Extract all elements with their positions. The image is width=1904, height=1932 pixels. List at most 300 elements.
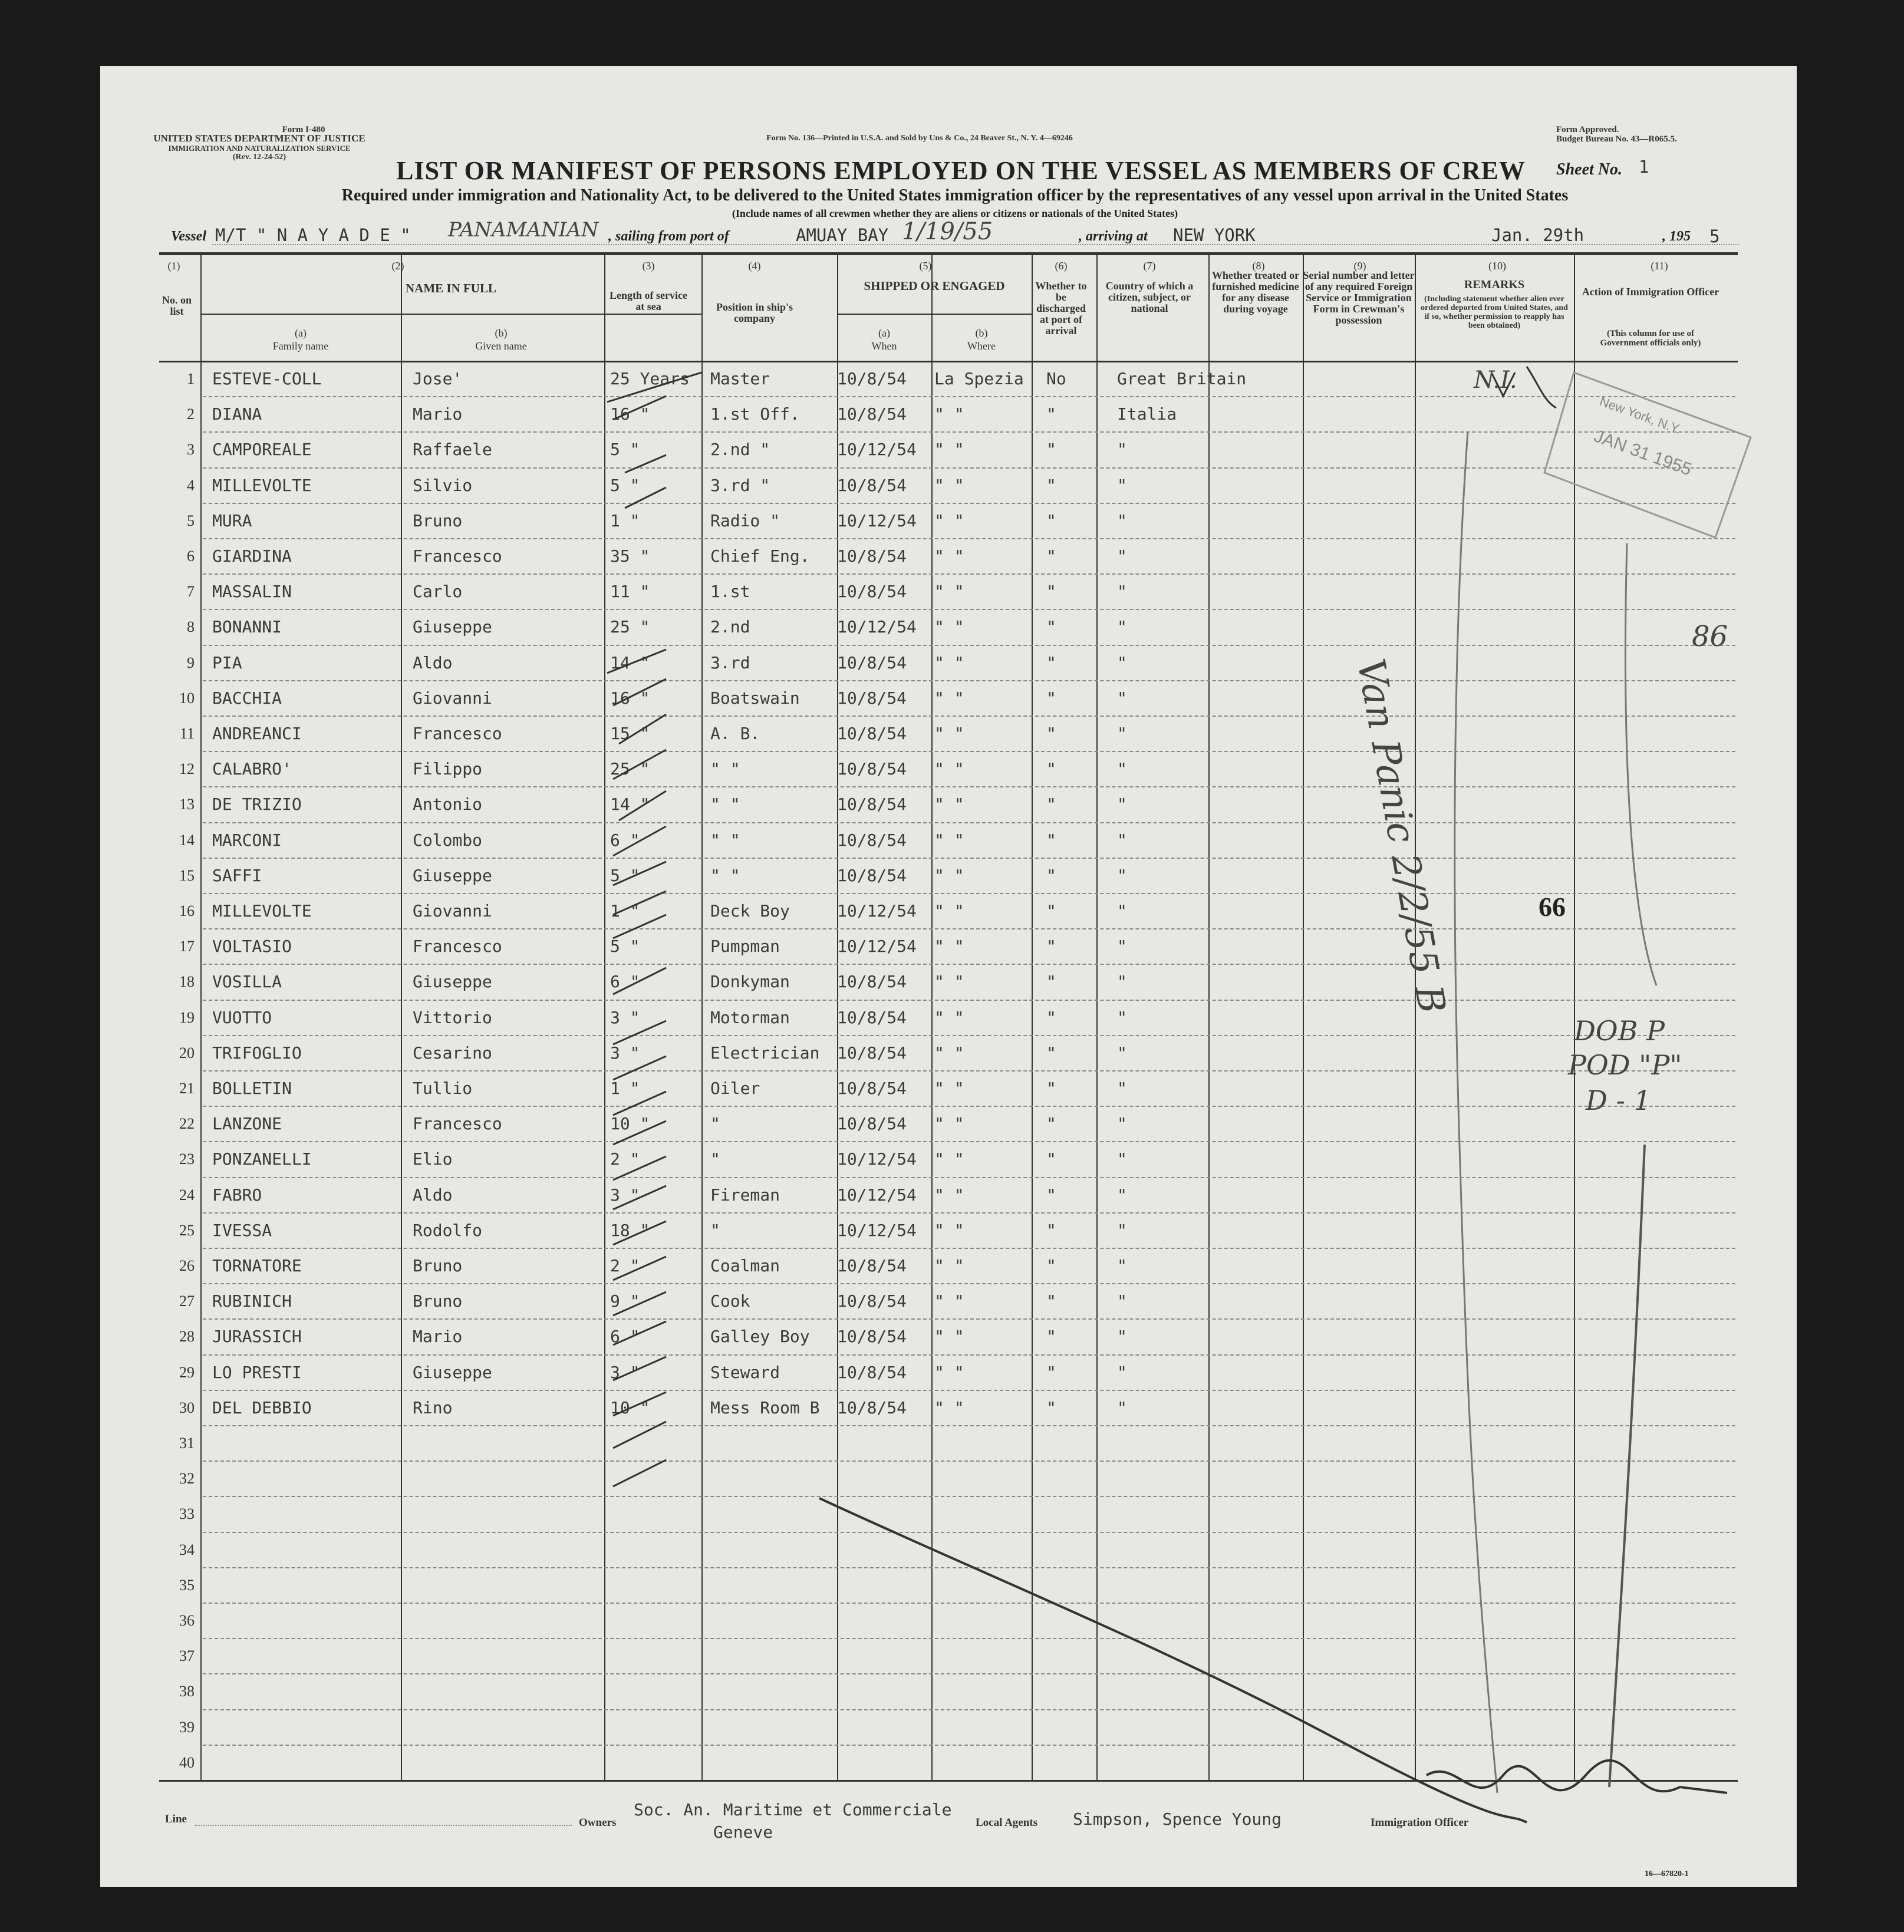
row-number: 12 bbox=[179, 760, 195, 778]
given-name-cell: Rino bbox=[413, 1397, 453, 1417]
family-name-cell: VOSILLA bbox=[212, 972, 282, 992]
where-cell: " " bbox=[934, 759, 964, 779]
page-title: LIST OR MANIFEST OF PERSONS EMPLOYED ON THE VESSEL AS MEMBERS OF CREW bbox=[396, 156, 1526, 185]
given-name-cell: Jose' bbox=[413, 369, 463, 388]
header-when-a: (a) bbox=[878, 327, 890, 339]
discharged-cell: " bbox=[1046, 475, 1056, 495]
length-cell: 5 " bbox=[610, 440, 640, 460]
where-cell: " " bbox=[934, 865, 964, 885]
footer-owners-label: Owners bbox=[579, 1816, 617, 1829]
given-name-cell: Giuseppe bbox=[413, 972, 492, 992]
given-name-cell: Carlo bbox=[413, 582, 463, 602]
country-cell: " bbox=[1117, 972, 1127, 992]
manifest-sheet bbox=[100, 66, 1797, 1887]
dob-note-2: POD "P" bbox=[1568, 1049, 1682, 1081]
row-number: 21 bbox=[179, 1080, 195, 1097]
handwritten-marks bbox=[100, 66, 1797, 1887]
vessel-name: M/T " N A Y A D E " bbox=[215, 225, 411, 245]
header-family-a: (a) bbox=[295, 327, 307, 339]
given-name-cell: Giuseppe bbox=[413, 617, 492, 637]
family-name-cell: CALABRO' bbox=[212, 759, 292, 779]
discharged-cell: " bbox=[1046, 1043, 1056, 1063]
family-name-cell: BACCHIA bbox=[212, 688, 282, 708]
country-cell: " bbox=[1117, 475, 1127, 495]
length-cell: 10 " bbox=[610, 1114, 650, 1134]
country-cell: " bbox=[1117, 1362, 1127, 1382]
year-suffix: 5 bbox=[1709, 226, 1720, 246]
when-cell: 10/8/54 bbox=[837, 759, 907, 779]
country-cell: " bbox=[1117, 510, 1127, 530]
family-name-cell: LO PRESTI bbox=[212, 1362, 302, 1382]
family-name-cell: CAMPOREALE bbox=[212, 440, 312, 460]
when-cell: 10/12/54 bbox=[837, 1149, 917, 1169]
family-name-cell: PIA bbox=[212, 652, 242, 672]
country-cell: " bbox=[1117, 1220, 1127, 1240]
when-cell: 10/8/54 bbox=[837, 1291, 907, 1311]
given-name-cell: Colombo bbox=[413, 830, 483, 850]
discharged-cell: " bbox=[1046, 652, 1056, 672]
where-cell: " " bbox=[934, 1043, 964, 1063]
discharged-cell: " bbox=[1046, 404, 1056, 424]
row-number: 16 bbox=[179, 902, 195, 919]
position-cell: Chief Eng. bbox=[710, 546, 810, 566]
position-cell: " bbox=[710, 1114, 720, 1134]
country-cell: " bbox=[1117, 1256, 1127, 1275]
where-cell: " " bbox=[934, 546, 964, 566]
row-number: 9 bbox=[187, 654, 195, 671]
where-cell: " " bbox=[934, 1291, 964, 1311]
given-name-cell: Giuseppe bbox=[413, 865, 492, 885]
country-cell: " bbox=[1117, 1327, 1127, 1347]
family-name-cell: ANDREANCI bbox=[212, 724, 302, 743]
col-number-6: (6) bbox=[1055, 260, 1068, 272]
discharged-cell: " bbox=[1046, 546, 1056, 566]
where-cell: " " bbox=[934, 1327, 964, 1347]
footer-code: 16—67820-1 bbox=[1645, 1870, 1689, 1878]
col-number-3: (3) bbox=[642, 260, 655, 272]
stamp-date: JAN 31 1955 bbox=[1591, 426, 1695, 480]
position-cell: A. B. bbox=[710, 724, 760, 743]
approved-line2: Budget Bureau No. 43—R065.5. bbox=[1556, 134, 1677, 144]
given-name-cell: Tullio bbox=[413, 1079, 473, 1098]
given-name-cell: Rodolfo bbox=[413, 1220, 483, 1240]
number-66: 66 bbox=[1539, 892, 1566, 922]
discharged-cell: " bbox=[1046, 830, 1056, 850]
length-cell: 14 " bbox=[610, 652, 650, 672]
country-cell: " bbox=[1117, 794, 1127, 815]
col-number-7: (7) bbox=[1143, 260, 1156, 272]
col-number-10: (10) bbox=[1488, 260, 1506, 272]
length-cell: 16 " bbox=[610, 688, 650, 708]
family-name-cell: DEL DEBBIO bbox=[212, 1397, 312, 1417]
header-action-sub: (This column for use of Government officials only) bbox=[1600, 329, 1701, 348]
given-name-cell: Antonio bbox=[413, 794, 483, 815]
family-name-cell: FABRO bbox=[212, 1185, 262, 1205]
family-name-cell: MASSALIN bbox=[212, 582, 292, 602]
position-cell: 1.st bbox=[710, 582, 750, 602]
header-given-b: (b) bbox=[495, 327, 508, 339]
when-cell: 10/8/54 bbox=[837, 582, 907, 602]
when-cell: 10/8/54 bbox=[837, 652, 907, 672]
row-number: 34 bbox=[179, 1541, 195, 1558]
row-number: 29 bbox=[179, 1363, 195, 1381]
dept-line3: (Rev. 12-24-52) bbox=[232, 153, 286, 161]
dept-line1: UNITED STATES DEPARTMENT OF JUSTICE bbox=[153, 133, 365, 144]
sheet-number: 1 bbox=[1639, 157, 1649, 177]
family-name-cell: MILLEVOLTE bbox=[212, 901, 312, 921]
printer-line: Form No. 136—Printed in U.S.A. and Sold by Uns & Co., 24 Beaver St., N. Y. 4—69246 bbox=[766, 134, 1073, 143]
where-cell: " " bbox=[934, 972, 964, 992]
family-name-cell: RUBINICH bbox=[212, 1291, 292, 1311]
where-cell: " " bbox=[934, 652, 964, 672]
when-cell: 10/8/54 bbox=[837, 546, 907, 566]
given-name-cell: Francesco bbox=[413, 937, 502, 957]
header-action: Action of Immigration Officer bbox=[1582, 286, 1719, 298]
subtitle2: (Include names of all crewmen whether they are aliens or citizens or nationals of the United States) bbox=[732, 207, 1178, 219]
header-medicine: Whether treated or furnished medicine for any disease during voyage bbox=[1211, 269, 1300, 315]
row-number: 33 bbox=[179, 1505, 195, 1523]
discharged-cell: " bbox=[1046, 1185, 1056, 1205]
discharged-cell: " bbox=[1046, 510, 1056, 530]
where-cell: " " bbox=[934, 794, 964, 815]
where-cell: La Spezia bbox=[934, 369, 1024, 388]
header-discharged: Whether to be discharged at port of arrival bbox=[1035, 280, 1087, 337]
position-cell: Radio " bbox=[710, 510, 780, 530]
discharged-cell: " bbox=[1046, 901, 1056, 921]
row-number: 39 bbox=[179, 1718, 195, 1736]
family-name-cell: PONZANELLI bbox=[212, 1149, 312, 1169]
dob-note-3: D - 1 bbox=[1586, 1084, 1651, 1116]
col-number-9: (9) bbox=[1353, 260, 1366, 272]
row-number: 10 bbox=[179, 689, 195, 707]
given-name-cell: Bruno bbox=[413, 510, 463, 530]
header-when: When bbox=[871, 340, 897, 352]
country-cell: " bbox=[1117, 1007, 1127, 1027]
length-cell: 25 " bbox=[610, 759, 650, 779]
position-cell: Deck Boy bbox=[710, 901, 790, 921]
header-length: Length of service at sea bbox=[610, 289, 687, 312]
header-family-name: Family name bbox=[272, 340, 329, 352]
position-cell: " bbox=[710, 1149, 720, 1169]
row-number: 8 bbox=[187, 618, 195, 636]
position-cell: 3.rd bbox=[710, 652, 750, 672]
given-name-cell: Francesco bbox=[413, 1114, 502, 1134]
row-number: 15 bbox=[179, 866, 195, 884]
row-number: 35 bbox=[179, 1576, 195, 1594]
header-serial: Serial number and letter of any required Foreign Service or Immigration Form in Crewman's possession bbox=[1303, 269, 1415, 326]
family-name-cell: VOLTASIO bbox=[212, 937, 292, 957]
length-cell: 25 Years bbox=[610, 369, 690, 388]
row-number: 5 bbox=[187, 512, 195, 529]
country-cell: " bbox=[1117, 1043, 1127, 1063]
family-name-cell: TRIFOGLIO bbox=[212, 1043, 302, 1063]
country-cell: " bbox=[1117, 1149, 1127, 1169]
footer-agents-value: Simpson, Spence Young bbox=[1073, 1809, 1282, 1829]
family-name-cell: MILLEVOLTE bbox=[212, 475, 312, 495]
when-cell: 10/12/54 bbox=[837, 901, 917, 921]
header-name-in-full: NAME IN FULL bbox=[405, 281, 496, 295]
family-name-cell: MURA bbox=[212, 510, 252, 530]
length-cell: 16 " bbox=[610, 404, 650, 424]
discharged-cell: " bbox=[1046, 1114, 1056, 1134]
given-name-cell: Filippo bbox=[413, 759, 483, 779]
row-number: 22 bbox=[179, 1115, 195, 1133]
when-cell: 10/8/54 bbox=[837, 1397, 907, 1417]
family-name-cell: GIARDINA bbox=[212, 546, 292, 566]
row-number: 40 bbox=[179, 1753, 195, 1771]
discharged-cell: " bbox=[1046, 1397, 1056, 1417]
header-remarks-sub: (Including statement whether alien ever ordered deported from United States, and if so, whether permission to reapply has been obtained) bbox=[1421, 295, 1568, 330]
where-cell: " " bbox=[934, 830, 964, 850]
position-cell: Donkyman bbox=[710, 972, 790, 992]
discharged-cell: No bbox=[1046, 369, 1066, 388]
when-cell: 10/8/54 bbox=[837, 1256, 907, 1275]
header-no-on-list: No. on list bbox=[162, 294, 192, 317]
row-number: 18 bbox=[179, 973, 195, 991]
when-cell: 10/12/54 bbox=[837, 1185, 917, 1205]
arrival-date: Jan. 29th bbox=[1491, 225, 1585, 245]
position-cell: Mess Room B bbox=[710, 1397, 820, 1417]
when-cell: 10/8/54 bbox=[837, 794, 907, 815]
given-name-cell: Mario bbox=[413, 404, 463, 424]
where-cell: " " bbox=[934, 1256, 964, 1275]
country-cell: " bbox=[1117, 652, 1127, 672]
given-name-cell: Giuseppe bbox=[413, 1362, 492, 1382]
col-number-8: (8) bbox=[1252, 260, 1265, 272]
row-number: 26 bbox=[179, 1257, 195, 1274]
row-number: 31 bbox=[179, 1435, 195, 1452]
where-cell: " " bbox=[934, 475, 964, 495]
col-number-4: (4) bbox=[748, 260, 761, 272]
length-cell: 35 " bbox=[610, 546, 650, 566]
header-remarks: REMARKS bbox=[1464, 278, 1525, 291]
length-cell: 6 " bbox=[610, 972, 640, 992]
position-cell: Master bbox=[710, 369, 770, 388]
position-cell: " " bbox=[710, 865, 740, 885]
when-cell: 10/12/54 bbox=[837, 617, 917, 637]
row-number: 4 bbox=[187, 476, 195, 494]
number-86: 86 bbox=[1692, 620, 1728, 653]
row-number: 6 bbox=[187, 548, 195, 565]
family-name-cell: LANZONE bbox=[212, 1114, 282, 1134]
length-cell: 2 " bbox=[610, 1256, 640, 1275]
col-number-5: (5) bbox=[919, 260, 932, 272]
position-cell: " " bbox=[710, 794, 740, 815]
where-cell: " " bbox=[934, 1114, 964, 1134]
country-cell: " bbox=[1117, 830, 1127, 850]
country-cell: " bbox=[1117, 1114, 1127, 1134]
country-cell: " bbox=[1117, 1185, 1127, 1205]
position-cell: " " bbox=[710, 759, 740, 779]
family-name-cell: BONANNI bbox=[212, 617, 282, 637]
family-name-cell: SAFFI bbox=[212, 865, 262, 885]
given-name-cell: Vittorio bbox=[413, 1007, 492, 1027]
when-cell: 10/8/54 bbox=[837, 1043, 907, 1063]
vessel-label: Vessel bbox=[171, 229, 206, 244]
form-id: Form I-480 bbox=[282, 125, 325, 134]
when-cell: 10/8/54 bbox=[837, 865, 907, 885]
discharged-cell: " bbox=[1046, 1362, 1056, 1382]
row-number: 13 bbox=[179, 796, 195, 813]
when-cell: 10/12/54 bbox=[837, 937, 917, 957]
header-where-b: (b) bbox=[975, 327, 988, 339]
arriving-port: NEW YORK bbox=[1173, 225, 1256, 245]
given-name-cell: Giovanni bbox=[413, 688, 492, 708]
length-cell: 3 " bbox=[610, 1043, 640, 1063]
length-cell: 1 " bbox=[610, 510, 640, 530]
position-cell: Pumpman bbox=[710, 937, 780, 957]
length-cell: 5 " bbox=[610, 937, 640, 957]
footer-officer-label: Immigration Officer bbox=[1371, 1816, 1469, 1829]
sheet-label: Sheet No. bbox=[1556, 160, 1622, 179]
when-cell: 10/12/54 bbox=[837, 510, 917, 530]
where-cell: " " bbox=[934, 582, 964, 602]
position-cell: " bbox=[710, 1220, 720, 1240]
vessel-flag: PANAMANIAN bbox=[448, 218, 599, 242]
given-name-cell: Mario bbox=[413, 1327, 463, 1347]
discharged-cell: " bbox=[1046, 972, 1056, 992]
col-number-1: (1) bbox=[167, 260, 180, 272]
when-cell: 10/8/54 bbox=[837, 1362, 907, 1382]
family-name-cell: DE TRIZIO bbox=[212, 794, 302, 815]
row-number: 32 bbox=[179, 1470, 195, 1488]
discharged-cell: " bbox=[1046, 440, 1056, 460]
length-cell: 15 " bbox=[610, 724, 650, 743]
length-cell: 1 " bbox=[610, 1079, 640, 1098]
row-number: 28 bbox=[179, 1328, 195, 1346]
discharged-cell: " bbox=[1046, 1007, 1056, 1027]
row-number: 23 bbox=[179, 1150, 195, 1168]
when-cell: 10/8/54 bbox=[837, 369, 907, 388]
where-cell: " " bbox=[934, 901, 964, 921]
row-number: 38 bbox=[179, 1683, 195, 1700]
when-cell: 10/8/54 bbox=[837, 475, 907, 495]
dob-note-1: DOB P bbox=[1574, 1015, 1665, 1047]
row-number: 19 bbox=[179, 1008, 195, 1026]
row-number: 11 bbox=[179, 725, 195, 742]
discharged-cell: " bbox=[1046, 1256, 1056, 1275]
family-name-cell: ESTEVE-COLL bbox=[212, 369, 322, 388]
footer-line-label: Line bbox=[165, 1813, 187, 1825]
given-name-cell: Francesco bbox=[413, 546, 502, 566]
length-cell: 3 " bbox=[610, 1007, 640, 1027]
sailing-date: 1/19/55 bbox=[902, 218, 993, 245]
approved-line1: Form Approved. bbox=[1556, 125, 1619, 134]
where-cell: " " bbox=[934, 1220, 964, 1240]
country-cell: Great Britain bbox=[1117, 369, 1247, 388]
col-number-11: (11) bbox=[1651, 260, 1668, 272]
length-cell: 25 " bbox=[610, 617, 650, 637]
where-cell: " " bbox=[934, 688, 964, 708]
given-name-cell: Aldo bbox=[413, 1185, 453, 1205]
length-cell: 5 " bbox=[610, 475, 640, 495]
sailing-port: AMUAY BAY bbox=[796, 225, 889, 245]
given-name-cell: Bruno bbox=[413, 1256, 463, 1275]
country-cell: " bbox=[1117, 688, 1127, 708]
country-cell: " bbox=[1117, 759, 1127, 779]
where-cell: " " bbox=[934, 1079, 964, 1098]
where-cell: " " bbox=[934, 1007, 964, 1027]
country-cell: " bbox=[1117, 724, 1127, 743]
header-position: Position in ship's company bbox=[716, 301, 793, 324]
given-name-cell: Elio bbox=[413, 1149, 453, 1169]
position-cell: 1.st Off. bbox=[710, 404, 800, 424]
country-cell: Italia bbox=[1117, 404, 1177, 424]
country-cell: " bbox=[1117, 1291, 1127, 1311]
header-shipped: SHIPPED OR ENGAGED bbox=[864, 279, 1005, 293]
length-cell: 6 " bbox=[610, 1327, 640, 1347]
family-name-cell: VUOTTO bbox=[212, 1007, 272, 1027]
position-cell: Coalman bbox=[710, 1256, 780, 1275]
country-cell: " bbox=[1117, 865, 1127, 885]
where-cell: " " bbox=[934, 724, 964, 743]
given-name-cell: Francesco bbox=[413, 724, 502, 743]
when-cell: 10/8/54 bbox=[837, 972, 907, 992]
when-cell: 10/12/54 bbox=[837, 1220, 917, 1240]
discharged-cell: " bbox=[1046, 1291, 1056, 1311]
col-number-2: (2) bbox=[391, 260, 404, 272]
subtitle: Required under immigration and Nationality Act, to be delivered to the United States immigration officer by the representatives of any vessel upon arrival in the United States bbox=[341, 186, 1569, 205]
country-cell: " bbox=[1117, 617, 1127, 637]
length-cell: 10 " bbox=[610, 1397, 650, 1417]
row-number: 2 bbox=[187, 405, 195, 423]
row-number: 14 bbox=[179, 831, 195, 849]
family-name-cell: JURASSICH bbox=[212, 1327, 302, 1347]
country-cell: " bbox=[1117, 546, 1127, 566]
country-cell: " bbox=[1117, 1397, 1127, 1417]
where-cell: " " bbox=[934, 1397, 964, 1417]
year-prefix: , 195 bbox=[1662, 229, 1691, 244]
family-name-cell: BOLLETIN bbox=[212, 1079, 292, 1098]
country-cell: " bbox=[1117, 937, 1127, 957]
row-number: 24 bbox=[179, 1186, 195, 1204]
position-cell: Oiler bbox=[710, 1079, 760, 1098]
position-cell: 2.nd " bbox=[710, 440, 770, 460]
discharged-cell: " bbox=[1046, 1079, 1056, 1098]
when-cell: 10/8/54 bbox=[837, 1079, 907, 1098]
footer-owners-city: Geneve bbox=[713, 1822, 773, 1842]
where-cell: " " bbox=[934, 1362, 964, 1382]
position-cell: Electrician bbox=[710, 1043, 820, 1063]
row-number: 1 bbox=[187, 370, 195, 387]
discharged-cell: " bbox=[1046, 617, 1056, 637]
length-cell: 9 " bbox=[610, 1291, 640, 1311]
family-name-cell: DIANA bbox=[212, 404, 262, 424]
where-cell: " " bbox=[934, 1185, 964, 1205]
length-cell: 18 " bbox=[610, 1220, 650, 1240]
position-cell: Fireman bbox=[710, 1185, 780, 1205]
arriving-label: , arriving at bbox=[1079, 229, 1148, 244]
position-cell: " " bbox=[710, 830, 740, 850]
header-country: Country of which a citizen, subject, or national bbox=[1105, 280, 1194, 314]
discharged-cell: " bbox=[1046, 724, 1056, 743]
when-cell: 10/8/54 bbox=[837, 404, 907, 424]
family-name-cell: TORNATORE bbox=[212, 1256, 302, 1275]
length-cell: 1 " bbox=[610, 901, 640, 921]
where-cell: " " bbox=[934, 617, 964, 637]
position-cell: Motorman bbox=[710, 1007, 790, 1027]
position-cell: Cook bbox=[710, 1291, 750, 1311]
country-cell: " bbox=[1117, 440, 1127, 460]
discharged-cell: " bbox=[1046, 759, 1056, 779]
position-cell: 3.rd " bbox=[710, 475, 770, 495]
country-cell: " bbox=[1117, 1079, 1127, 1098]
given-name-cell: Raffaele bbox=[413, 440, 492, 460]
where-cell: " " bbox=[934, 510, 964, 530]
when-cell: 10/8/54 bbox=[837, 1007, 907, 1027]
row-number: 36 bbox=[179, 1612, 195, 1629]
family-name-cell: IVESSA bbox=[212, 1220, 272, 1240]
